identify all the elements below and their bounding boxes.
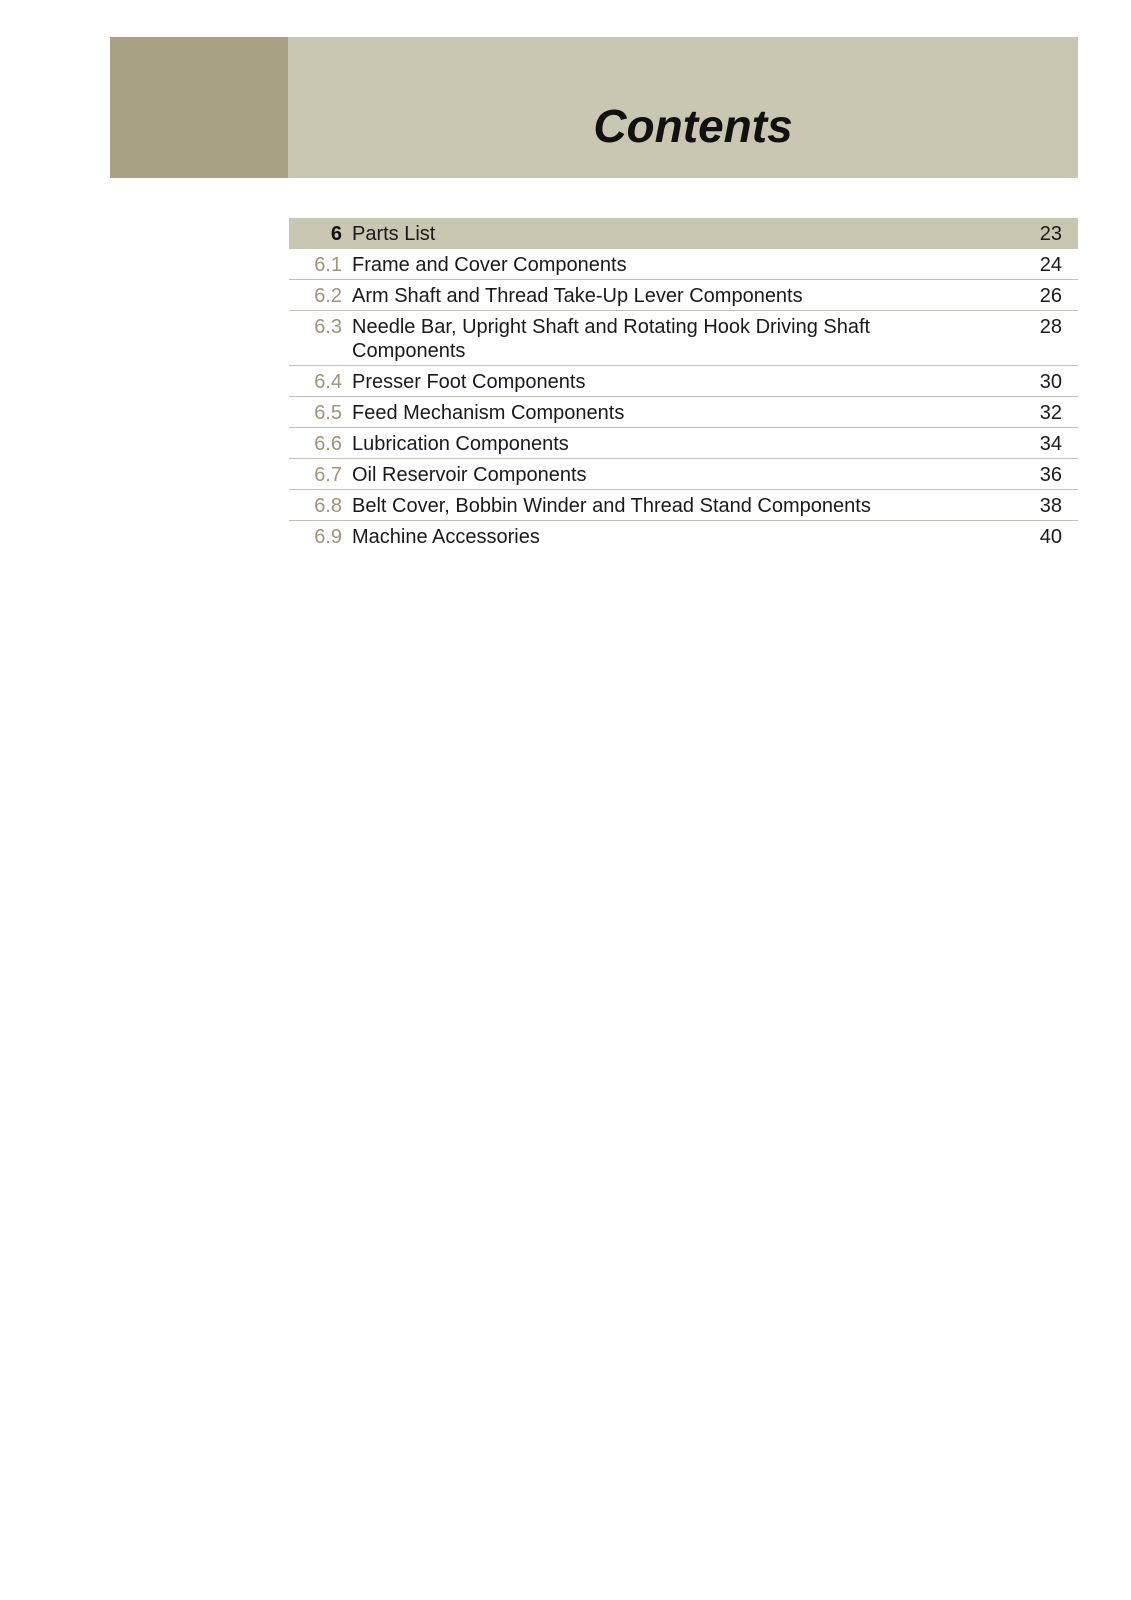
toc-chapter-number: 6 — [330, 223, 342, 245]
toc-entry-page: 38 — [1039, 495, 1062, 517]
toc-chapter-row[interactable] — [289, 218, 1078, 249]
toc-entry-row[interactable] — [289, 249, 1078, 280]
toc-chapter-title: Parts List — [352, 223, 436, 245]
toc-entry-title: Presser Foot Components — [352, 371, 586, 393]
toc-entry-row[interactable] — [289, 490, 1078, 521]
toc-entry-row[interactable] — [289, 397, 1078, 428]
toc-entry-title: Feed Mechanism Components — [352, 402, 625, 424]
toc-entry-page: 26 — [1039, 285, 1062, 307]
page-title: Contents — [593, 100, 793, 152]
toc-entry-number: 6.9 — [314, 526, 342, 548]
toc-entry-number: 6.3 — [314, 316, 342, 338]
toc-entry-row[interactable] — [289, 366, 1078, 397]
toc-entry-page: 40 — [1039, 526, 1062, 548]
table-of-contents — [289, 218, 1078, 551]
toc-entry-title: Belt Cover, Bobbin Winder and Thread Stand Components — [352, 495, 871, 517]
toc-entry-number: 6.4 — [314, 371, 342, 393]
toc-entry-row[interactable] — [289, 280, 1078, 311]
toc-entry-page: 28 — [1039, 316, 1062, 338]
toc-entry-row[interactable] — [289, 311, 1078, 366]
toc-entry-number: 6.2 — [314, 285, 342, 307]
toc-entry-page: 24 — [1039, 254, 1062, 276]
toc-entry-title: Lubrication Components — [352, 433, 569, 455]
toc-entry-number: 6.5 — [314, 402, 342, 424]
header-main-block — [288, 37, 1078, 178]
toc-entry-number: 6.1 — [314, 254, 342, 276]
toc-entry-title: Machine Accessories — [352, 526, 540, 548]
toc-entry-page: 36 — [1039, 464, 1062, 486]
toc-entry-number: 6.7 — [314, 464, 342, 486]
toc-entry-row[interactable] — [289, 428, 1078, 459]
toc-entry-title: Frame and Cover Components — [352, 254, 627, 276]
toc-entry-page: 34 — [1039, 433, 1062, 455]
toc-entry-page: 30 — [1039, 371, 1062, 393]
toc-entry-number: 6.6 — [314, 433, 342, 455]
toc-entry-title: Oil Reservoir Components — [352, 464, 587, 486]
toc-entry-row[interactable] — [289, 521, 1078, 551]
header-band — [110, 37, 1078, 178]
toc-entry-title: Needle Bar, Upright Shaft and Rotating Hook Driving Shaft Components — [352, 316, 871, 362]
header-side-block — [110, 37, 288, 178]
toc-entry-title: Arm Shaft and Thread Take-Up Lever Components — [352, 285, 803, 307]
toc-entry-row[interactable] — [289, 459, 1078, 490]
toc-entry-page: 32 — [1039, 402, 1062, 424]
toc-entry-number: 6.8 — [314, 495, 342, 517]
toc-chapter-page: 23 — [1039, 223, 1062, 245]
